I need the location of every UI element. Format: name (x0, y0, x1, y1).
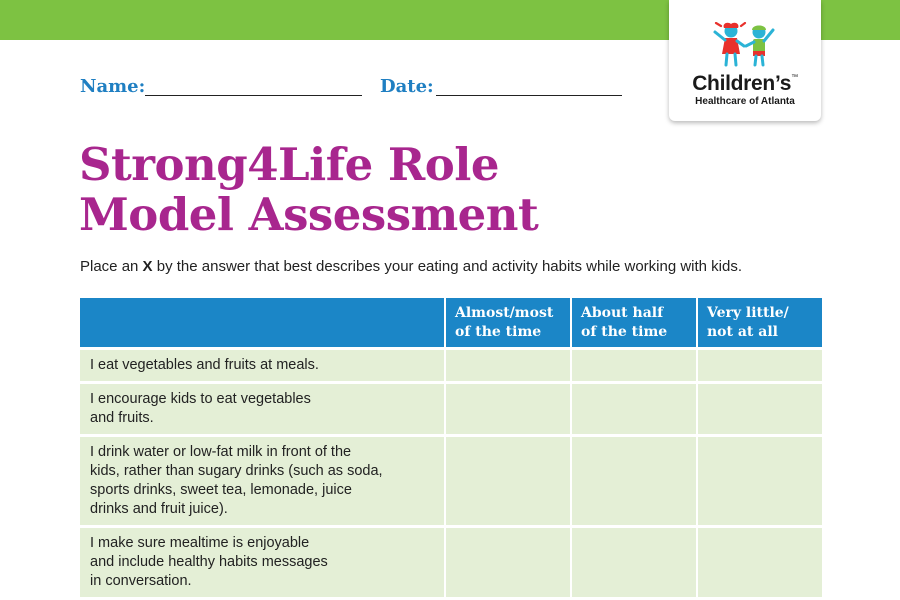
instructions: Place an X by the answer that best describes your eating and activity habits while working with kids. (80, 258, 743, 275)
date-label: Date: (380, 76, 434, 97)
column-header-almost-most: Almost/most of the time (446, 298, 570, 347)
answer-cell-very-little[interactable] (698, 525, 822, 597)
children-figures-icon (711, 22, 779, 68)
answer-cell-about-half[interactable] (572, 347, 696, 381)
table-row (80, 434, 822, 525)
childrens-healthcare-logo (669, 0, 821, 121)
answer-cell-almost-most[interactable] (446, 525, 570, 597)
title-line: Model Assessment (79, 188, 539, 241)
answer-cell-almost-most[interactable] (446, 381, 570, 434)
answer-cell-very-little[interactable] (698, 347, 822, 381)
name-field-line[interactable] (145, 95, 362, 96)
answer-cell-about-half[interactable] (572, 381, 696, 434)
table-row (80, 347, 822, 381)
table-header-row (80, 298, 822, 347)
logo-subtitle: Healthcare of Atlanta (695, 96, 795, 107)
logo-wordmark: Children’s™ (692, 72, 798, 95)
statement-cell: I drink water or low-fat milk in front of the kids, rather than sugary drinks (such as soda, sports drinks, sweet tea, lemonade, juice drinks and fruit juice). (80, 434, 444, 525)
answer-cell-almost-most[interactable] (446, 347, 570, 381)
column-header-very-little: Very little/ not at all (698, 298, 822, 347)
answer-cell-very-little[interactable] (698, 381, 822, 434)
answer-cell-about-half[interactable] (572, 434, 696, 525)
assessment-table (78, 298, 824, 597)
column-header-statement (80, 298, 444, 347)
date-field-line[interactable] (436, 95, 622, 96)
table-row (80, 381, 822, 434)
name-label: Name: (80, 76, 146, 97)
x-mark: X (142, 258, 153, 275)
statement-cell: I eat vegetables and fruits at meals. (80, 347, 444, 381)
statement-cell: I encourage kids to eat vegetables and fruits. (80, 381, 444, 434)
column-header-about-half: About half of the time (572, 298, 696, 347)
answer-cell-about-half[interactable] (572, 525, 696, 597)
statement-cell: I make sure mealtime is enjoyable and include healthy habits messages in conversation. (80, 525, 444, 597)
page-title (79, 140, 679, 240)
answer-cell-very-little[interactable] (698, 434, 822, 525)
answer-cell-almost-most[interactable] (446, 434, 570, 525)
table-row (80, 525, 822, 597)
title-line: Strong4Life Role (79, 138, 500, 191)
